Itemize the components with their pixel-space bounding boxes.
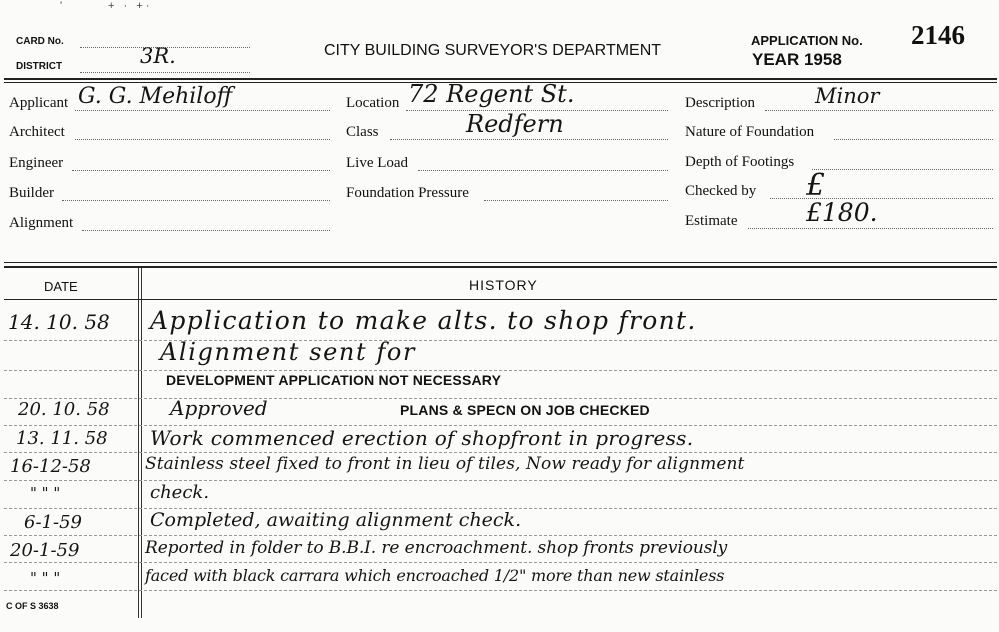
department-title: CITY BUILDING SURVEYOR'S DEPARTMENT [324, 42, 662, 59]
architect-line [75, 139, 330, 140]
date-column-divider-2 [141, 268, 142, 618]
history-rule-top [4, 262, 997, 263]
class-line [390, 139, 668, 140]
engineer-line [72, 170, 330, 171]
history-date: " " " [30, 569, 61, 587]
history-date: 20. 10. 58 [18, 399, 110, 420]
year-label: YEAR 1958 [752, 50, 842, 69]
top-edge-marks: ' + · + · [60, 0, 150, 12]
ruled-line [4, 340, 997, 341]
plans-checked-stamp: PLANS & SPECN ON JOB CHECKED [400, 402, 650, 418]
architect-label: Architect [9, 124, 65, 140]
history-header-rule [4, 299, 997, 300]
district-value: 3R. [140, 44, 176, 68]
history-date: " " " [30, 484, 61, 502]
class-value: Redfern [466, 110, 564, 138]
location-label: Location [346, 95, 400, 111]
description-line [765, 110, 993, 111]
ruled-line [4, 590, 997, 591]
foundation-pressure-line [484, 200, 668, 201]
ruled-line [4, 562, 997, 563]
checked-label: Checked by [685, 183, 757, 199]
ruled-line [4, 452, 997, 453]
alignment-label: Alignment [9, 215, 74, 231]
builder-line [62, 200, 330, 201]
live-load-line [418, 170, 668, 171]
form-code: C OF S 3638 [6, 601, 59, 611]
card-no-label: CARD No. [16, 36, 64, 47]
class-label: Class [346, 124, 379, 140]
history-entry: Reported in folder to B.B.I. re encroachment. shop fronts previously [145, 538, 728, 558]
history-entry: Work commenced erection of shopfront in progress. [150, 426, 694, 450]
history-entry: check. [150, 482, 210, 503]
history-entry: Stainless steel fixed to front in lieu of tiles, Now ready for alignment [145, 454, 745, 474]
history-entry: Application to make alts. to shop front. [150, 306, 697, 335]
ruled-line [4, 370, 997, 371]
history-entry: Alignment sent for [160, 338, 417, 366]
application-number: 2146 [911, 20, 965, 50]
development-stamp: DEVELOPMENT APPLICATION NOT NECESSARY [166, 372, 502, 388]
builder-label: Builder [9, 185, 54, 201]
applicant-line [75, 110, 330, 111]
depth-label: Depth of Footings [685, 154, 795, 170]
history-entry: faced with black carrara which encroached 1/2" more than new stainless [145, 566, 725, 585]
date-column-divider [138, 268, 139, 618]
nature-line [834, 139, 993, 140]
estimate-value: £180. [806, 198, 878, 227]
estimate-line [748, 228, 993, 229]
history-entry: Approved [170, 396, 268, 420]
checked-line [770, 198, 993, 199]
foundation-pressure-label: Foundation Pressure [346, 185, 469, 201]
history-rule-bottom [4, 266, 997, 268]
history-entry: Completed, awaiting alignment check. [150, 509, 522, 531]
application-label: APPLICATION No. [751, 33, 863, 48]
date-header: DATE [44, 279, 78, 294]
applicant-label: Applicant [9, 95, 69, 111]
ruled-line [4, 480, 997, 481]
depth-line [812, 169, 993, 170]
history-date: 13. 11. 58 [16, 428, 108, 449]
history-date: 14. 10. 58 [8, 310, 110, 334]
district-line [80, 72, 250, 73]
live-load-label: Live Load [346, 155, 409, 171]
description-label: Description [685, 95, 755, 111]
ruled-line [4, 535, 997, 536]
checked-value: £ [806, 168, 826, 203]
ruled-line [4, 398, 997, 399]
description-value: Minor [815, 84, 880, 108]
history-date: 20-1-59 [10, 540, 80, 561]
district-label: DISTRICT [16, 61, 63, 72]
history-header: HISTORY [469, 277, 538, 293]
location-value: 72 Regent St. [408, 80, 575, 108]
history-date: 6-1-59 [24, 512, 82, 533]
alignment-line [82, 230, 330, 231]
engineer-label: Engineer [9, 155, 64, 171]
applicant-value: G. G. Mehiloff [78, 84, 233, 109]
history-date: 16-12-58 [10, 456, 91, 477]
nature-label: Nature of Foundation [685, 124, 815, 140]
estimate-label: Estimate [685, 213, 738, 229]
